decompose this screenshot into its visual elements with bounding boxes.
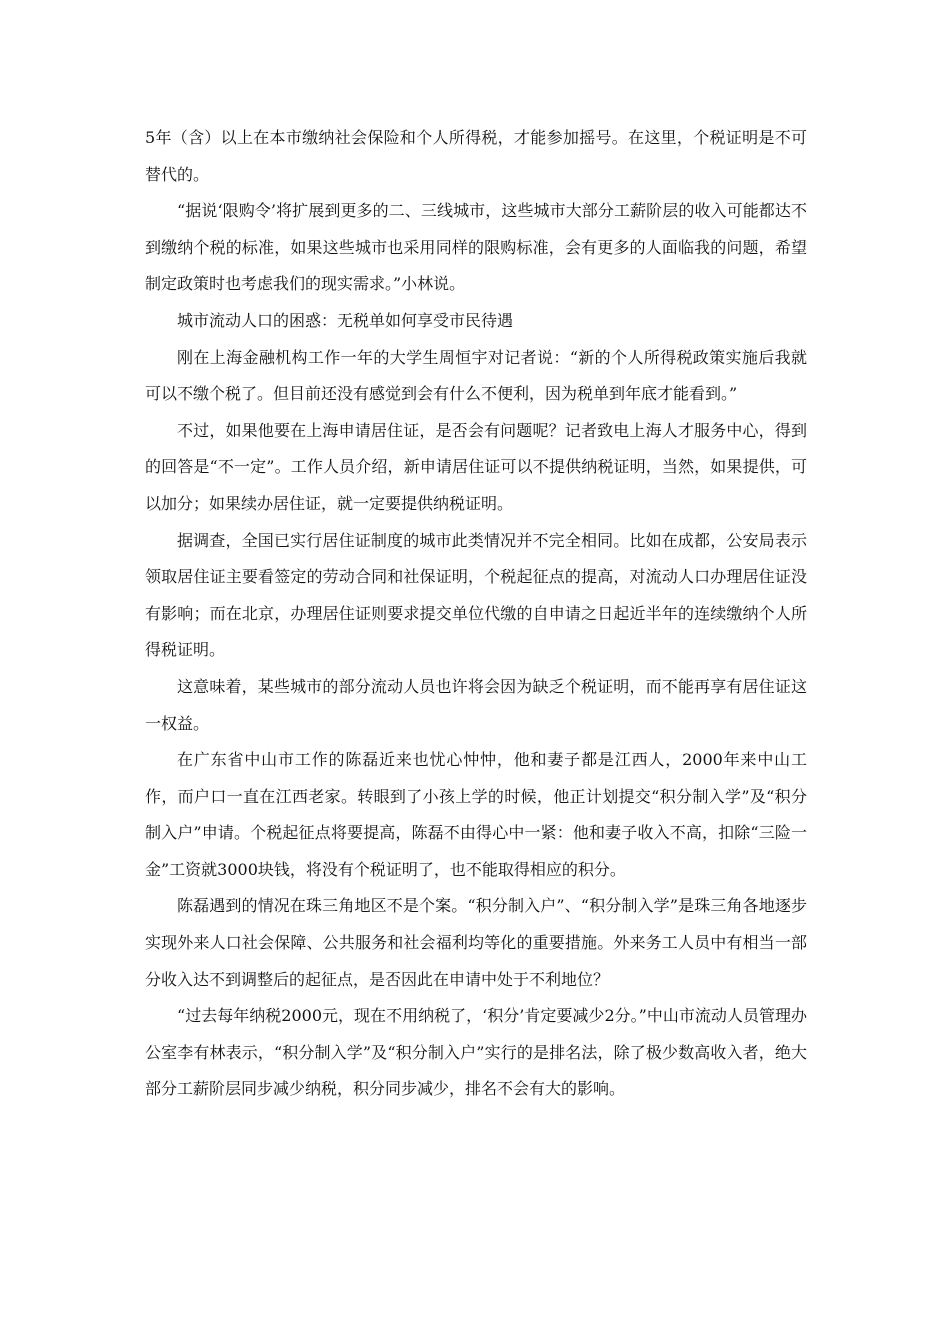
paragraph-6: 这意味着，某些城市的部分流动人员也许将会因为缺乏个税证明，而不能再享有居住证这一权益。	[145, 676, 807, 733]
paragraph-3: 刚在上海金融机构工作一年的大学生周恒宇对记者说：“新的个人所得税政策实施后我就可以不缴个税了。但目前还没有感觉到会有什么不便利，因为税单到年底才能看到。”	[145, 347, 807, 404]
paragraph-5: 据调查，全国已实行居住证制度的城市此类情况并不完全相同。比如在成都，公安局表示领取居住证主要看签定的劳动合同和社保证明，个税起征点的提高，对流动人口办理居住证没有影响；而在北京，办理居住证则要求提交单位代缴的自申请之日起近半年的连续缴纳个人所得税证明。	[145, 530, 807, 660]
paragraph-9: “过去每年纳税2000元，现在不用纳税了，‘积分’肯定要减少2分。”中山市流动人员管理办公室李有林表示，“积分制入学”及“积分制入户”实行的是排名法，除了极少数高收入者，绝大部分工薪阶层同步减少纳税，积分同步减少，排名不会有大的影响。	[145, 1006, 807, 1099]
paragraph-2: “据说‘限购令’将扩展到更多的二、三线城市，这些城市大部分工薪阶层的收入可能都达不到缴纳个税的标准，如果这些城市也采用同样的限购标准，会有更多的人面临我的问题，希望制定政策时也考虑我们的现实需求。”小林说。	[145, 201, 807, 294]
paragraph-1: 5年（含）以上在本市缴纳社会保险和个人所得税，才能参加摇号。在这里，个税证明是不可替代的。	[145, 128, 807, 184]
paragraph-8: 陈磊遇到的情况在珠三角地区不是个案。“积分制入户”、“积分制入学”是珠三角各地逐步实现外来人口社会保障、公共服务和社会福利均等化的重要措施。外来务工人员中有相当一部分收入达不到调整后的起征点，是否因此在申请中处于不利地位？	[145, 896, 807, 989]
section-heading: 城市流动人口的困惑：无税单如何享受市民待遇	[177, 310, 514, 330]
paragraph-4: 不过，如果他要在上海申请居住证，是否会有问题呢？记者致电上海人才服务中心，得到的回答是“不一定”。工作人员介绍，新申请居住证可以不提供纳税证明，当然，如果提供，可以加分；如果续办居住证，就一定要提供纳税证明。	[145, 420, 807, 513]
document-body	[145, 120, 807, 1108]
paragraph-7: 在广东省中山市工作的陈磊近来也忧心忡忡，他和妻子都是江西人，2000年来中山工作，而户口一直在江西老家。转眼到了小孩上学的时候，他正计划提交“积分制入学”及“积分制入户”申请。个税起征点将要提高，陈磊不由得心中一紧：他和妻子收入不高，扣除“三险一金”工资就3000块钱，将没有个税证明了，也不能取得相应的积分。	[145, 750, 807, 879]
